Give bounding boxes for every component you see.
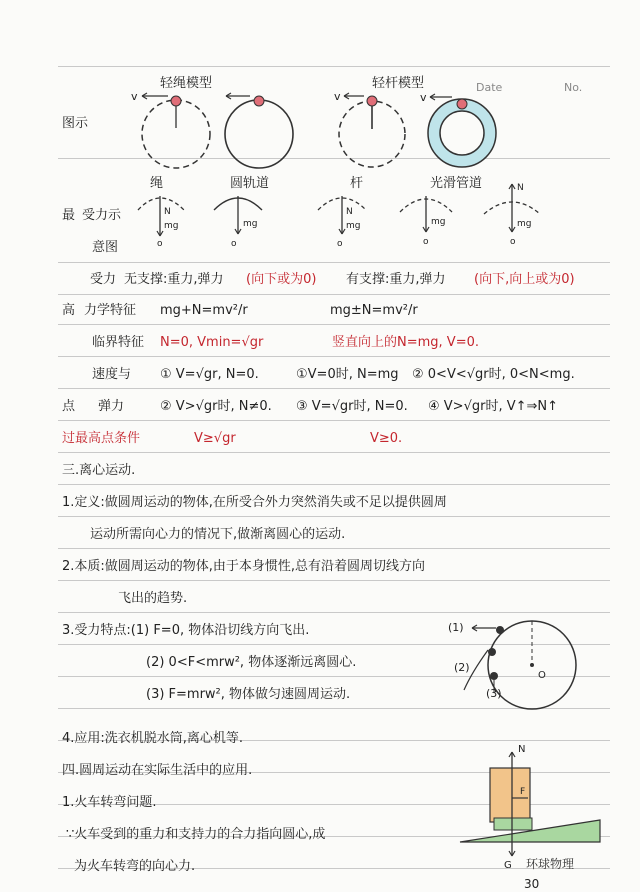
reason-line-2: 为火车转弯的向心力. <box>74 859 196 874</box>
track-circle-diagram <box>225 93 293 168</box>
watermark-text: 环球物理 <box>526 857 575 871</box>
dynamics-rope-eq: mg+N=mv²/r <box>160 303 248 318</box>
force-diagrams <box>138 183 540 249</box>
elastic-rod-4: ④ V>√gr时, V↑⇒N↑ <box>428 399 559 414</box>
nature-line-1: 2.本质:做圆周运动的物体,由于本身惯性,总有沿着圆周切线方向 <box>62 559 426 574</box>
diagram-label-3: (3) <box>486 687 502 700</box>
svg-text:o: o <box>337 239 343 249</box>
diagram-label-2: (2) <box>454 661 470 674</box>
speed-rod-2: ② 0<V<√gr时, 0<N<mg. <box>412 367 575 382</box>
feature-line-3: (3) F=mrw², 物体做匀速圆周运动. <box>146 687 351 702</box>
svg-text:mg: mg <box>517 219 532 229</box>
diagram-row-label: 图示 <box>62 116 89 131</box>
svg-text:v: v <box>334 90 341 103</box>
svg-text:N: N <box>518 744 526 755</box>
diagram-label-1: (1) <box>448 621 464 634</box>
force-diagram-label-2: 意图 <box>92 240 119 255</box>
svg-text:v: v <box>420 91 427 104</box>
side-label-1: 最 <box>62 208 76 223</box>
pass-condition-label: 过最高点条件 <box>62 431 141 446</box>
svg-text:mg: mg <box>164 221 179 231</box>
force-rod-note: (向下,向上或为0) <box>474 272 575 287</box>
nature-line-2: 飞出的趋势. <box>118 591 188 606</box>
feature-line-1: 3.受力特点:(1) F=0, 物体沿切线方向飞出. <box>62 623 310 638</box>
svg-text:mg: mg <box>346 221 361 231</box>
svg-text:F: F <box>520 787 526 797</box>
critical-label: 临界特征 <box>92 335 145 350</box>
centrifugal-diagram <box>464 621 576 709</box>
rod-circle-diagram <box>334 90 405 167</box>
side-label-3: 点 <box>62 399 76 414</box>
case-label-tube: 光滑管道 <box>430 176 483 191</box>
rope-circle-diagram <box>131 90 210 168</box>
section4-item1: 1.火车转弯问题. <box>62 795 157 810</box>
svg-text:N: N <box>164 207 171 217</box>
definition-line-1: 1.定义:做圆周运动的物体,在所受合外力突然消失或不足以提供圆周 <box>62 495 447 510</box>
speed-rope-1: ① V=√gr, N=0. <box>160 367 259 382</box>
section4-title: 四.圆周运动在实际生活中的应用. <box>62 763 253 778</box>
application-line: 4.应用:洗衣机脱水筒,离心机等. <box>62 731 244 746</box>
svg-text:N: N <box>346 207 353 217</box>
pass-condition-rope: V≥√gr <box>194 431 236 446</box>
speed-label: 速度与 <box>92 367 132 382</box>
svg-text:mg: mg <box>243 219 258 229</box>
model-title-rod: 轻杆模型 <box>372 76 425 91</box>
force-prefix: 受力 <box>90 272 117 287</box>
critical-rod: 竖直向上的N=mg, V=0. <box>332 335 479 350</box>
train-turning-diagram <box>460 744 600 871</box>
case-label-rod: 杆 <box>350 176 364 191</box>
elastic-rod-3: ③ V=√gr时, N=0. <box>296 399 408 414</box>
model-title-rope: 轻绳模型 <box>160 76 213 91</box>
force-rope: 无支撑:重力,弹力 <box>124 272 224 287</box>
svg-text:G: G <box>504 860 512 871</box>
case-label-rope: 绳 <box>150 176 164 191</box>
force-rope-note: (向下或为0) <box>246 272 317 287</box>
no-label: No. <box>564 81 583 94</box>
side-label-2: 高 <box>62 303 76 318</box>
svg-text:o: o <box>157 239 163 249</box>
svg-text:N: N <box>517 183 524 193</box>
svg-text:o: o <box>510 237 516 247</box>
section3-title: 三.离心运动. <box>62 463 136 478</box>
svg-text:O: O <box>538 670 546 681</box>
reason-line-1: ∵火车受到的重力和支持力的合力指向圆心,成 <box>66 827 326 842</box>
dynamics-rod-eq: mg±N=mv²/r <box>330 303 418 318</box>
definition-line-2: 运动所需向心力的情况下,做渐离圆心的运动. <box>90 527 346 542</box>
feature-line-2: (2) 0<F<mrw², 物体逐渐远离圆心. <box>146 655 357 670</box>
date-label: Date <box>476 81 503 94</box>
svg-text:o: o <box>231 239 237 249</box>
speed-rod-1: ①V=0时, N=mg <box>296 367 399 382</box>
force-diagram-label: 受力示 <box>82 208 122 223</box>
elastic-label: 弹力 <box>98 399 125 414</box>
page-number: 30 <box>524 877 540 891</box>
tube-circle-diagram <box>420 91 496 167</box>
elastic-rope-2: ② V>√gr时, N≠0. <box>160 399 272 414</box>
pass-condition-rod: V≥0. <box>370 431 403 446</box>
force-rod: 有支撑:重力,弹力 <box>346 272 446 287</box>
dynamics-label: 力学特征 <box>84 303 137 318</box>
critical-rope: N=0, Vmin=√gr <box>160 335 264 350</box>
case-label-track: 圆轨道 <box>230 176 270 191</box>
svg-text:mg: mg <box>431 217 446 227</box>
svg-text:o: o <box>423 237 429 247</box>
velocity-label: v <box>131 90 138 103</box>
